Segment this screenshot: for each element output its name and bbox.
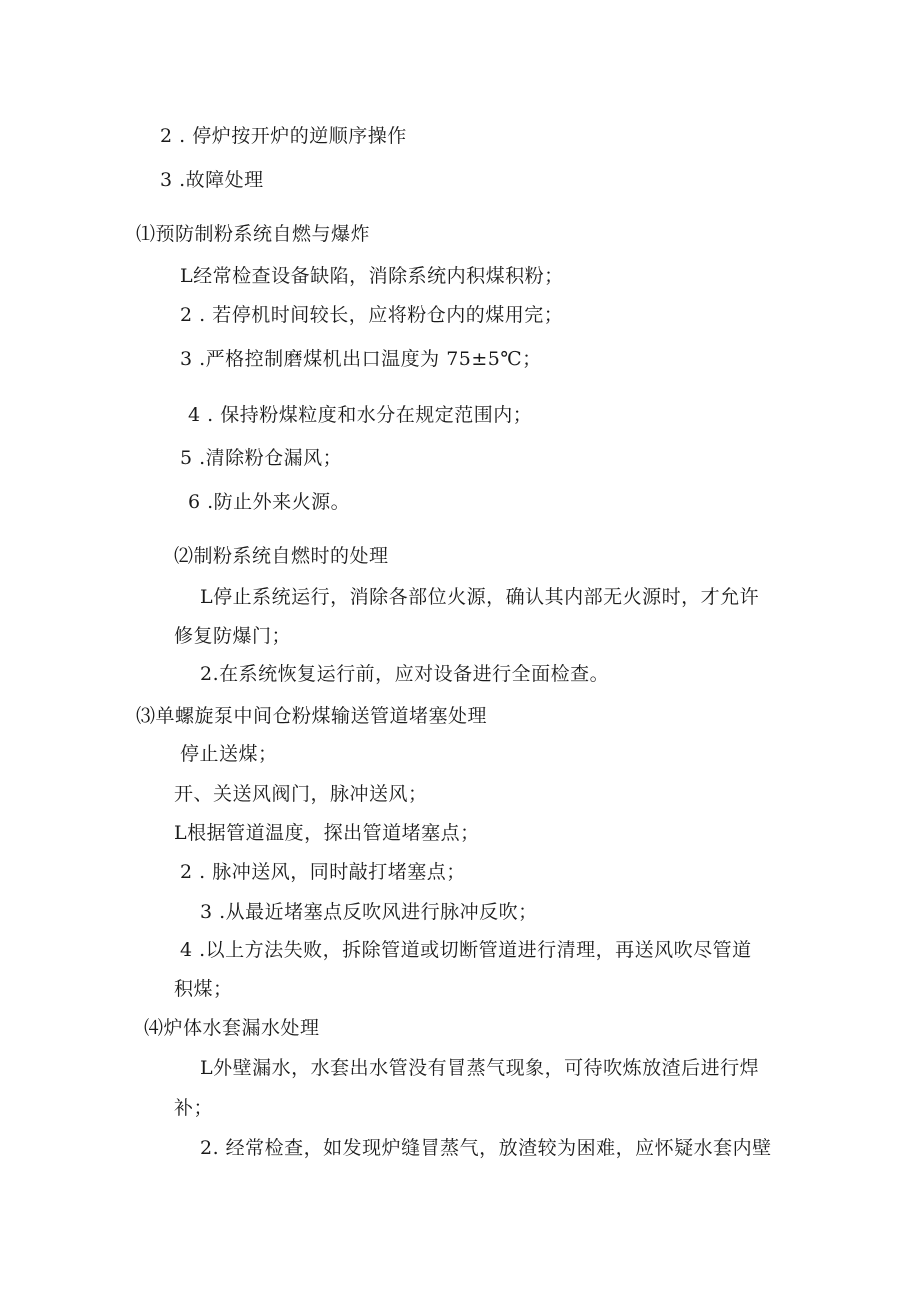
section-3-heading: ⑶单螺旋泵中间仓粉煤输送管道堵塞处理 bbox=[136, 705, 488, 727]
step-2-stop-furnace: 2 . 停炉按开炉的逆顺序操作 bbox=[160, 125, 407, 147]
section-1-item-2: 2 . 若停机时间较长，应将粉仓内的煤用完； bbox=[180, 304, 564, 326]
section-2-item-1: L停止系统运行，消除各部位火源，确认其内部无火源时，才允许 bbox=[200, 586, 760, 608]
section-1-item-1: L经常检查设备缺陷，消除系统内积煤积粉； bbox=[180, 265, 564, 287]
section-4-item-1-continued: 补； bbox=[174, 1097, 214, 1119]
section-1-item-3: 3 .严格控制磨煤机出口温度为 75±5℃； bbox=[180, 348, 542, 370]
section-1-heading: ⑴预防制粉系统自燃与爆炸 bbox=[136, 223, 371, 245]
section-4-heading: ⑷炉体水套漏水处理 bbox=[144, 1017, 320, 1039]
section-1-item-4: 4 . 保持粉煤粒度和水分在规定范围内； bbox=[188, 404, 533, 426]
section-4-item-1: L外壁漏水，水套出水管没有冒蒸气现象，可待吹炼放渣后进行焊 bbox=[200, 1057, 760, 1079]
section-3-step-stop-coal: 停止送煤； bbox=[180, 743, 278, 765]
section-4-item-2: 2. 经常检查，如发现炉缝冒蒸气，放渣较为困难，应怀疑水套内壁 bbox=[200, 1137, 772, 1159]
section-2-item-1-continued: 修复防爆门； bbox=[174, 625, 292, 647]
step-3-fault-handling: 3 .故障处理 bbox=[160, 169, 264, 191]
section-3-step-valves: 开、关送风阀门，脉冲送风； bbox=[174, 783, 428, 805]
section-3-item-2: 2 . 脉冲送风，同时敲打堵塞点； bbox=[180, 861, 466, 883]
section-2-item-2: 2.在系统恢复运行前，应对设备进行全面检查。 bbox=[200, 663, 610, 685]
section-3-item-3: 3 .从最近堵塞点反吹风进行脉冲反吹； bbox=[200, 901, 538, 923]
section-3-item-1: L根据管道温度，探出管道堵塞点； bbox=[174, 822, 480, 844]
section-1-item-6: 6 .防止外来火源。 bbox=[188, 491, 351, 513]
section-2-heading: ⑵制粉系统自燃时的处理 bbox=[174, 545, 389, 567]
section-3-item-4: 4 .以上方法失败，拆除管道或切断管道进行清理，再送风吹尽管道 bbox=[180, 939, 752, 961]
section-3-item-4-continued: 积煤； bbox=[174, 978, 233, 1000]
section-1-item-5: 5 .清除粉仓漏风； bbox=[180, 447, 343, 469]
